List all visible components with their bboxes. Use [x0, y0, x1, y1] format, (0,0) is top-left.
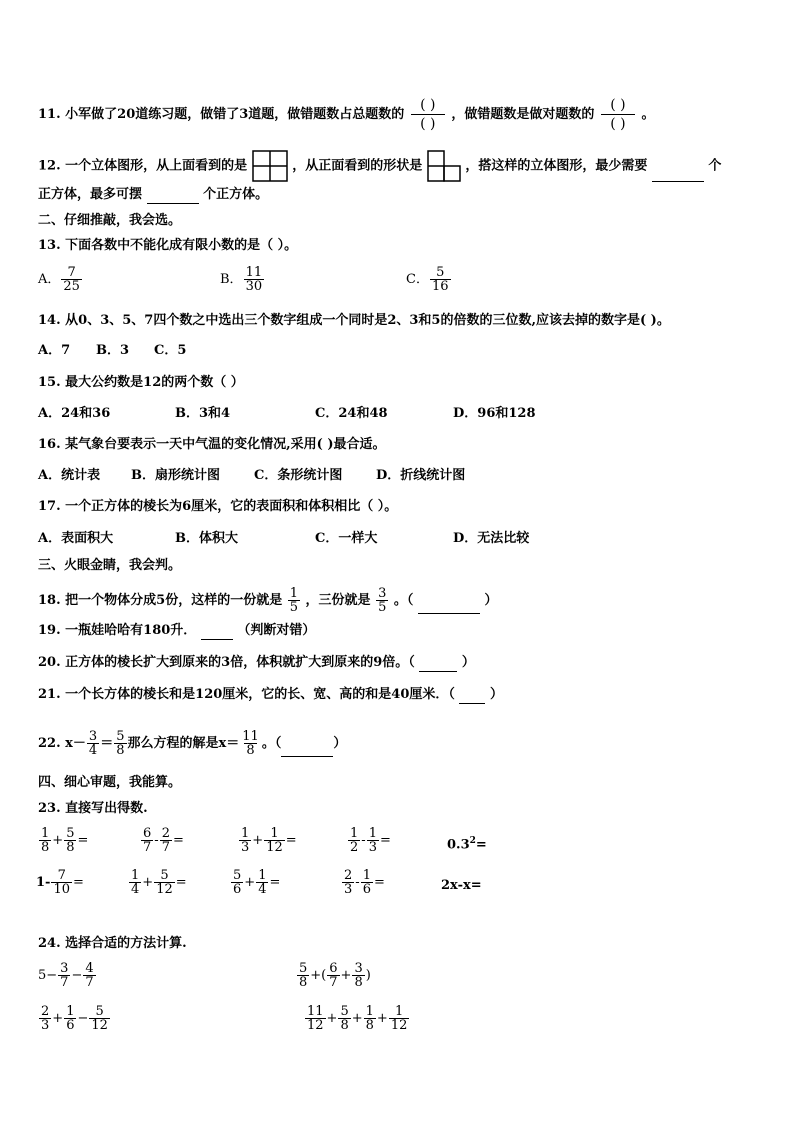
denominator: 10 — [53, 882, 70, 897]
fraction — [352, 962, 364, 989]
fraction — [129, 869, 141, 896]
numerator: 11 — [245, 265, 263, 280]
equals-sign: = — [269, 875, 281, 890]
q11-answer-fraction-1[interactable] — [411, 96, 445, 133]
question-23 — [38, 800, 148, 818]
q12-text-4: 个 — [708, 158, 722, 174]
q17-text: 一个正方体的棱长为6厘米，它的表面积和体积相比（ ）。 — [65, 499, 398, 514]
q14-option-b[interactable]: B．3 — [96, 343, 130, 358]
fraction — [367, 827, 379, 854]
fraction — [305, 1005, 326, 1032]
q12-text-1: 一个立体图形，从上面看到的是 — [65, 158, 248, 174]
q12-text-2: ，从正面看到的形状是 — [292, 158, 423, 174]
question-17 — [38, 498, 397, 516]
operator: - — [355, 875, 360, 890]
numerator: 7 — [57, 868, 66, 883]
question-14 — [38, 312, 670, 330]
fraction — [141, 827, 153, 854]
q15-text: 最大公约数是12的两个数（ ） — [65, 375, 244, 390]
section-4-heading: 四、细心审题，我能算。 — [38, 775, 182, 790]
q16-option-a[interactable]: A．统计表 — [38, 468, 101, 483]
denominator: 3 — [368, 840, 377, 855]
denominator: 8 — [116, 743, 125, 758]
q23-expr-10[interactable]: 2x-x= — [441, 878, 482, 893]
fraction — [240, 730, 261, 757]
denominator: 12 — [91, 1018, 108, 1033]
numerator: 1 — [365, 1004, 374, 1019]
denominator: 4 — [258, 882, 267, 897]
operator: + — [252, 833, 264, 848]
q15-number: 15. — [38, 375, 61, 390]
q12-text-3: ，搭这样的立体图形，最少需要 — [465, 158, 648, 174]
question-20 — [38, 654, 475, 672]
q11-text-1: 小军做了20道练习题，做错了3道题，做错题数占总题数的 — [65, 107, 405, 122]
answer-paren: ( ) — [411, 114, 445, 133]
operator: + — [52, 1011, 64, 1026]
numerator: 5 — [66, 826, 75, 841]
numerator: 11 — [242, 729, 259, 744]
q14-option-a[interactable]: A．7 — [38, 343, 71, 358]
q18-answer-blank[interactable] — [418, 613, 480, 614]
denominator: 7 — [85, 975, 94, 990]
numerator: 1 — [289, 586, 299, 601]
operator: +( — [310, 968, 327, 983]
fraction — [64, 1005, 76, 1032]
q17-option-c[interactable]: C．一样大 — [315, 531, 378, 546]
question-19 — [38, 622, 315, 640]
numerator: 3 — [378, 586, 387, 601]
q13-option-c[interactable] — [406, 266, 452, 293]
denominator: 6 — [233, 882, 242, 897]
denominator: 12 — [390, 1018, 408, 1033]
numerator: 6 — [143, 826, 152, 841]
q23-expr-8[interactable] — [230, 869, 280, 896]
section-3-heading: 三、火眼金睛，我会判。 — [38, 558, 182, 573]
q18-text-3: 。（ — [393, 593, 414, 608]
denominator: 3 — [241, 840, 250, 855]
q23-expr-2[interactable] — [140, 827, 184, 854]
denominator: 7 — [329, 975, 338, 990]
answer-paren: ( ) — [420, 97, 436, 113]
denominator: 12 — [266, 840, 283, 855]
q22-text-2: 。（ — [261, 736, 282, 751]
numerator: 11 — [307, 1004, 324, 1019]
q24-number: 24. — [38, 936, 61, 951]
fraction — [376, 587, 388, 614]
q22-text-3: ） — [333, 736, 347, 751]
operand: 1- — [36, 875, 51, 890]
q18-text-4: ） — [484, 593, 498, 608]
q23-expr-5[interactable] — [447, 836, 487, 852]
q23-expr-1[interactable] — [38, 827, 88, 854]
q16-text: 某气象台要表示一天中气温的变化情况,采用( )最合适。 — [65, 437, 386, 452]
fraction — [89, 1005, 110, 1032]
q24-text: 选择合适的方法计算. — [65, 936, 187, 951]
fraction — [114, 730, 126, 757]
q22-number: 22. — [38, 736, 61, 751]
numerator: 2 — [161, 826, 170, 841]
denominator: 2 — [350, 840, 359, 855]
q24-expr-4[interactable] — [304, 1005, 410, 1032]
denominator: 3 — [344, 882, 353, 897]
fraction — [61, 266, 82, 293]
question-13 — [38, 237, 297, 255]
q17-option-a[interactable]: A．表面积大 — [38, 531, 114, 546]
numerator: 4 — [85, 961, 94, 976]
operator: ) — [365, 968, 371, 983]
equals-sign: = — [77, 833, 89, 848]
numerator: 3 — [354, 961, 363, 976]
operator: - — [361, 833, 366, 848]
q13-option-a[interactable] — [38, 266, 220, 293]
numerator: 5 — [160, 868, 169, 883]
numerator: 5 — [299, 961, 308, 976]
numerator: 1 — [394, 1004, 404, 1019]
q18-text-2: ，三份就是 — [305, 593, 371, 608]
denominator: 8 — [365, 1018, 374, 1033]
q16-option-c[interactable]: C．条形统计图 — [254, 468, 343, 483]
q22-equals: ＝ — [100, 736, 114, 751]
numerator: 3 — [88, 729, 98, 744]
q15-options — [38, 405, 536, 423]
q14-text: 从0、3、5、7四个数之中选出三个数字组成一个同时是2、3和5的倍数的三位数,应该去掉的数字是( )。 — [65, 313, 670, 328]
q22-text-1: 那么方程的解是x＝ — [127, 736, 240, 751]
operator: − — [77, 1011, 89, 1026]
numerator: 5 — [340, 1004, 349, 1019]
q24-expr-3[interactable] — [38, 1005, 111, 1032]
q13-option-b[interactable] — [220, 266, 406, 293]
q12-line2-b: 个正方体。 — [203, 187, 269, 202]
option-label: A． — [38, 272, 61, 287]
q15-option-b[interactable]: B．3和4 — [175, 406, 231, 421]
fraction — [231, 869, 243, 896]
denominator: 8 — [66, 840, 75, 855]
q24-expr-1[interactable] — [38, 962, 97, 989]
base: 0.3 — [447, 837, 470, 853]
q11-text-3: 。 — [641, 107, 655, 122]
equals-sign: = — [175, 875, 187, 890]
operator: - — [154, 833, 159, 848]
q20-answer-blank[interactable] — [419, 671, 457, 672]
numerator: 6 — [329, 961, 338, 976]
q17-number: 17. — [38, 499, 61, 514]
equals-sign: = — [73, 875, 84, 890]
q23-expr-3[interactable] — [238, 827, 297, 854]
fraction — [39, 827, 51, 854]
numerator: 2 — [344, 868, 353, 883]
numerator: 5 — [116, 729, 125, 744]
denominator: 25 — [63, 279, 80, 294]
fraction — [87, 730, 99, 757]
q22-answer-blank[interactable] — [281, 756, 333, 757]
denominator: 16 — [431, 279, 449, 294]
q21-text-2: ） — [489, 687, 503, 702]
numerator: 1 — [362, 868, 371, 883]
denominator: 4 — [88, 743, 98, 758]
denominator: 8 — [246, 743, 255, 758]
denominator: 8 — [299, 975, 308, 990]
fraction — [83, 962, 95, 989]
equals-sign: = — [379, 833, 391, 848]
q15-option-a[interactable]: A．24和36 — [38, 406, 111, 421]
denominator: 7 — [161, 840, 170, 855]
equals-sign: = — [475, 837, 487, 853]
fraction — [364, 1005, 376, 1032]
numerator: 1 — [270, 826, 279, 841]
q19-text-2: （判断对错） — [237, 623, 316, 638]
fraction — [239, 827, 251, 854]
q16-option-d[interactable]: D．折线统计图 — [376, 468, 466, 483]
equals-sign: = — [285, 833, 297, 848]
fraction — [264, 827, 285, 854]
numerator: 1 — [131, 868, 140, 883]
denominator: 7 — [60, 975, 69, 990]
q14-option-c[interactable]: C．5 — [154, 343, 187, 358]
denominator: 12 — [156, 882, 173, 897]
denominator: 3 — [41, 1018, 50, 1033]
q23-number: 23. — [38, 801, 61, 816]
question-15 — [38, 374, 244, 392]
q19-number: 19. — [38, 623, 61, 638]
numerator: 5 — [436, 265, 445, 280]
denominator: 8 — [41, 840, 50, 855]
denominator: 30 — [245, 279, 263, 294]
numerator: 7 — [67, 265, 76, 280]
numerator: 1 — [41, 826, 50, 841]
q13-number: 13. — [38, 238, 61, 253]
fraction — [58, 962, 70, 989]
fraction — [361, 869, 373, 896]
q21-answer-blank[interactable] — [459, 703, 485, 704]
denominator: 6 — [362, 882, 371, 897]
q12-blank-min[interactable] — [652, 181, 704, 182]
numerator: 1 — [350, 826, 359, 841]
numerator: 5 — [95, 1004, 104, 1019]
denominator: 7 — [143, 840, 152, 855]
question-24 — [38, 935, 187, 953]
option-label: C． — [406, 272, 429, 287]
q23-expr-4[interactable] — [347, 827, 391, 854]
numerator: 1 — [241, 826, 250, 841]
q16-number: 16. — [38, 437, 61, 452]
numerator: 1 — [66, 1004, 75, 1019]
q20-number: 20. — [38, 655, 61, 670]
fraction — [256, 869, 268, 896]
operator: − — [71, 968, 83, 983]
question-18 — [38, 587, 498, 614]
q13-options — [38, 266, 452, 293]
fraction — [327, 962, 339, 989]
q17-option-d[interactable]: D．无法比较 — [453, 531, 530, 546]
q11-answer-fraction-2[interactable] — [601, 96, 635, 133]
q12-blank-max[interactable] — [147, 203, 199, 204]
fraction — [244, 266, 265, 293]
operand: 5− — [38, 968, 58, 983]
fraction — [430, 266, 451, 293]
operator: + — [326, 1011, 338, 1026]
answer-paren: ( ) — [610, 97, 626, 113]
operator: + — [351, 1011, 363, 1026]
denominator: 4 — [131, 882, 140, 897]
fraction — [297, 962, 309, 989]
q11-number: 11. — [38, 107, 61, 122]
fraction — [389, 1005, 410, 1032]
q21-number: 21. — [38, 687, 61, 702]
fraction — [39, 1005, 51, 1032]
q14-number: 14. — [38, 313, 61, 328]
q13-text: 下面各数中不能化成有限小数的是（ ）。 — [65, 238, 298, 253]
q15-option-d[interactable]: D．96和128 — [453, 406, 536, 421]
fraction — [338, 1005, 350, 1032]
fraction — [154, 869, 175, 896]
numerator: 1 — [368, 826, 377, 841]
equals-sign: = — [172, 833, 184, 848]
exponent: 2 — [469, 836, 476, 846]
q12-line2-a: 正方体，最多可摆 — [38, 187, 143, 202]
operator: + — [142, 875, 154, 890]
fraction — [64, 827, 76, 854]
question-11 — [38, 96, 654, 133]
q20-text-2: ） — [461, 655, 475, 670]
denominator: 8 — [354, 975, 363, 990]
numerator: 2 — [41, 1004, 50, 1019]
q16-options — [38, 467, 465, 485]
q22-x: x－ — [65, 736, 86, 751]
option-label: B． — [220, 272, 243, 287]
fraction — [160, 827, 172, 854]
question-12-line-2 — [38, 186, 268, 204]
numerator: 5 — [233, 868, 242, 883]
q24-expr-2[interactable] — [296, 962, 371, 989]
q20-text-1: 正方体的棱长扩大到原来的3倍，体积就扩大到原来的9倍。（ — [65, 655, 415, 670]
operator: + — [340, 968, 352, 983]
q19-answer-blank[interactable] — [201, 639, 233, 640]
q18-text-1: 把一个物体分成5份，这样的一份就是 — [65, 593, 283, 608]
q23-expr-7[interactable] — [128, 869, 187, 896]
operator: + — [244, 875, 256, 890]
denominator: 12 — [307, 1018, 324, 1033]
fraction — [288, 587, 300, 614]
section-2-heading: 二、仔细推敲，我会选。 — [38, 213, 182, 228]
q17-options — [38, 530, 529, 548]
fraction — [51, 869, 72, 896]
denominator: 6 — [66, 1018, 75, 1033]
front-view-shape-icon — [427, 150, 461, 182]
question-12 — [38, 150, 721, 182]
denominator: 8 — [340, 1018, 349, 1033]
top-view-grid-icon — [252, 150, 288, 182]
q23-expr-9[interactable] — [341, 869, 385, 896]
answer-paren: ( ) — [601, 114, 635, 133]
q21-text-1: 一个长方体的棱长和是120厘米，它的长、宽、高的和是40厘米．（ — [65, 687, 455, 702]
denominator: 5 — [378, 600, 387, 615]
q18-number: 18. — [38, 593, 61, 608]
q14-options — [38, 342, 186, 360]
numerator: 3 — [60, 961, 69, 976]
question-16 — [38, 436, 386, 454]
equals-sign: = — [373, 875, 385, 890]
q23-text: 直接写出得数. — [65, 801, 148, 816]
denominator: 5 — [289, 600, 299, 615]
q23-expr-6[interactable] — [36, 869, 84, 896]
question-22 — [38, 730, 346, 757]
q16-option-b[interactable]: B．扇形统计图 — [131, 468, 220, 483]
q15-option-c[interactable]: C．24和48 — [315, 406, 388, 421]
fraction — [342, 869, 354, 896]
question-21 — [38, 686, 503, 704]
fraction — [348, 827, 360, 854]
q19-text-1: 一瓶娃哈哈有180升． — [65, 623, 197, 638]
q17-option-b[interactable]: B．体积大 — [175, 531, 238, 546]
operator: + — [376, 1011, 388, 1026]
q11-text-2: ，做错题数是做对题数的 — [451, 107, 595, 122]
operator: + — [52, 833, 64, 848]
numerator: 1 — [258, 868, 267, 883]
q12-number: 12. — [38, 158, 61, 174]
